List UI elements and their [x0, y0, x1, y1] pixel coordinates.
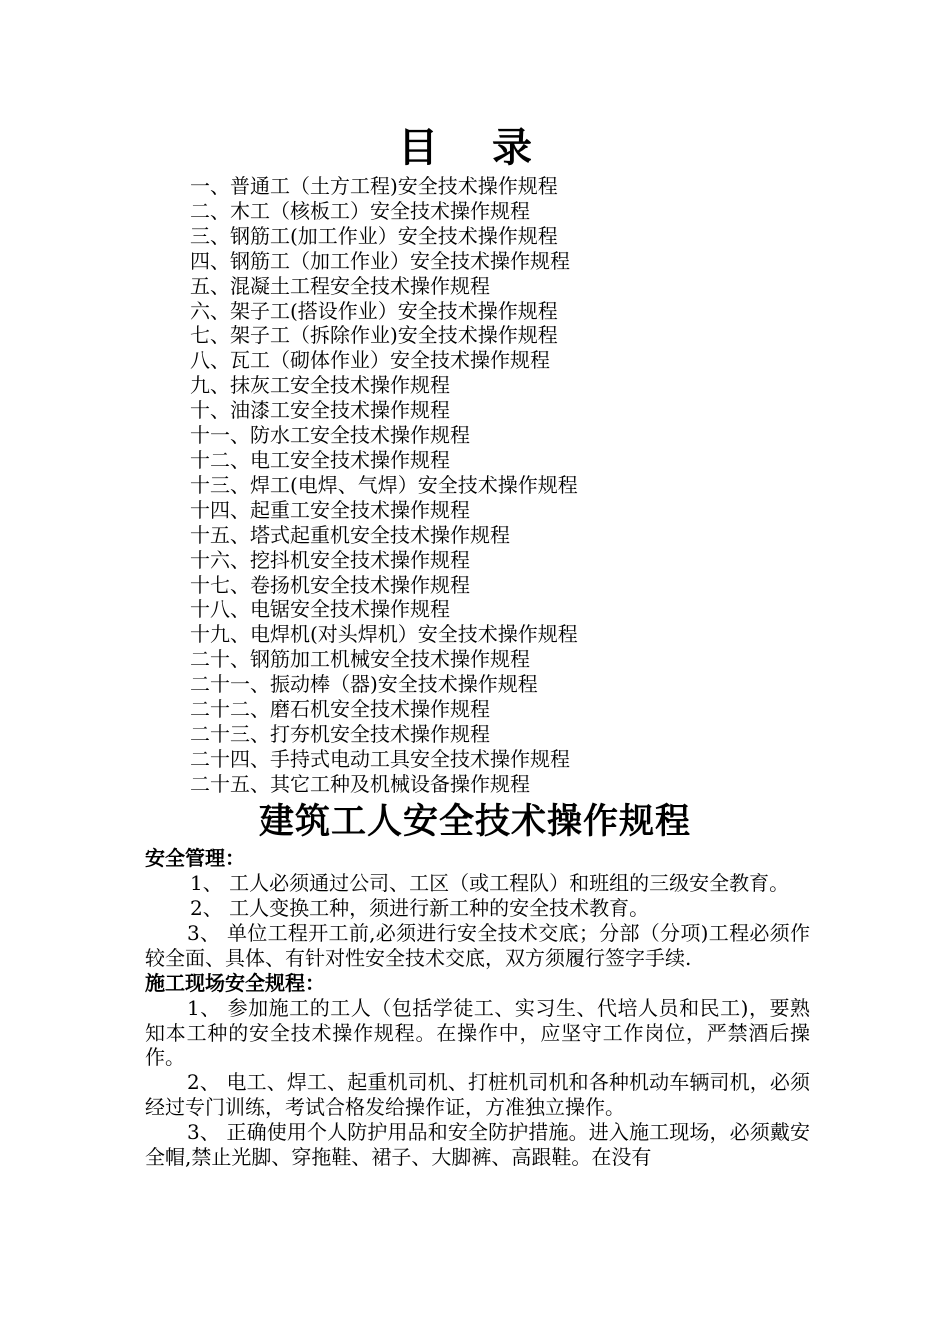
paragraph: 2、 工人变换工种，须进行新工种的安全技术教育。 — [190, 895, 650, 920]
toc-item: 二十一、振动棒（器)安全技术操作规程 — [190, 672, 538, 697]
toc-item: 二十四、手持式电动工具安全技术操作规程 — [190, 746, 570, 771]
toc-item: 十五、塔式起重机安全技术操作规程 — [190, 522, 510, 547]
toc-title: 目 录 — [398, 124, 552, 171]
section-heading-safety-management: 安全管理： — [145, 846, 245, 870]
toc-item: 二十、钢筋加工机械安全技术操作规程 — [190, 647, 530, 672]
section-heading-site-safety-rules: 施工现场安全规程： — [145, 970, 325, 995]
toc-item: 六、架子工(搭设作业）安全技术操作规程 — [190, 298, 558, 323]
toc-item: 五、混凝土工程安全技术操作规程 — [190, 273, 490, 298]
toc-item: 九、抹灰工安全技术操作规程 — [190, 373, 450, 398]
toc-item: 十四、起重工安全技术操作规程 — [190, 497, 470, 522]
paragraph: 3、 正确使用个人防护用品和安全防护措施。进入施工现场，必须戴安全帽,禁止光脚、穿拖鞋、裙子、大脚裤、高跟鞋。在没有 — [145, 1120, 810, 1170]
toc-item: 十六、挖抖机安全技术操作规程 — [190, 547, 470, 572]
toc-item: 十二、电工安全技术操作规程 — [190, 447, 450, 472]
toc-item: 十九、电焊机(对头焊机）安全技术操作规程 — [190, 622, 578, 647]
toc-item: 二十二、磨石机安全技术操作规程 — [190, 697, 490, 722]
toc-item: 二十五、其它工种及机械设备操作规程 — [190, 771, 530, 796]
toc-item: 七、架子工（拆除作业)安全技术操作规程 — [190, 323, 558, 348]
document-body — [145, 846, 810, 1170]
toc-item: 四、钢筋工（加工作业）安全技术操作规程 — [190, 248, 570, 273]
toc-list — [190, 174, 578, 797]
toc-item: 十一、防水工安全技术操作规程 — [190, 423, 470, 448]
document-title: 建筑工人安全技术操作规程 — [258, 801, 691, 842]
toc-item: 二十三、打夯机安全技术操作规程 — [190, 721, 490, 746]
toc-item: 十、油漆工安全技术操作规程 — [190, 398, 450, 423]
paragraph: 3、 单位工程开工前,必须进行安全技术交底；分部（分项)工程必须作较全面、具体、有针对性安全技术交底，双方须履行签字手续. — [145, 920, 810, 970]
toc-item: 一、普通工（土方工程)安全技术操作规程 — [190, 174, 558, 198]
toc-item: 二、木工（核板工）安全技术操作规程 — [190, 198, 530, 223]
paragraph: 1、 参加施工的工人（包括学徒工、实习生、代培人员和民工)，要熟知本工种的安全技术操作规程。在操作中，应坚守工作岗位，严禁酒后操作。 — [145, 995, 810, 1070]
toc-item: 八、瓦工（砌体作业）安全技术操作规程 — [190, 348, 550, 373]
paragraph: 2、 电工、焊工、起重机司机、打桩机司机和各种机动车辆司机，必须经过专门训练，考试合格发给操作证，方准独立操作。 — [145, 1070, 810, 1120]
toc-item: 十三、焊工(电焊、气焊）安全技术操作规程 — [190, 472, 578, 497]
paragraph: 1、 工人必须通过公司、工区（或工程队）和班组的三级安全教育。 — [190, 871, 790, 895]
toc-item: 十七、卷扬机安全技术操作规程 — [190, 572, 470, 597]
toc-item: 十八、电锯安全技术操作规程 — [190, 597, 450, 622]
toc-item: 三、钢筋工(加工作业）安全技术操作规程 — [190, 223, 558, 248]
